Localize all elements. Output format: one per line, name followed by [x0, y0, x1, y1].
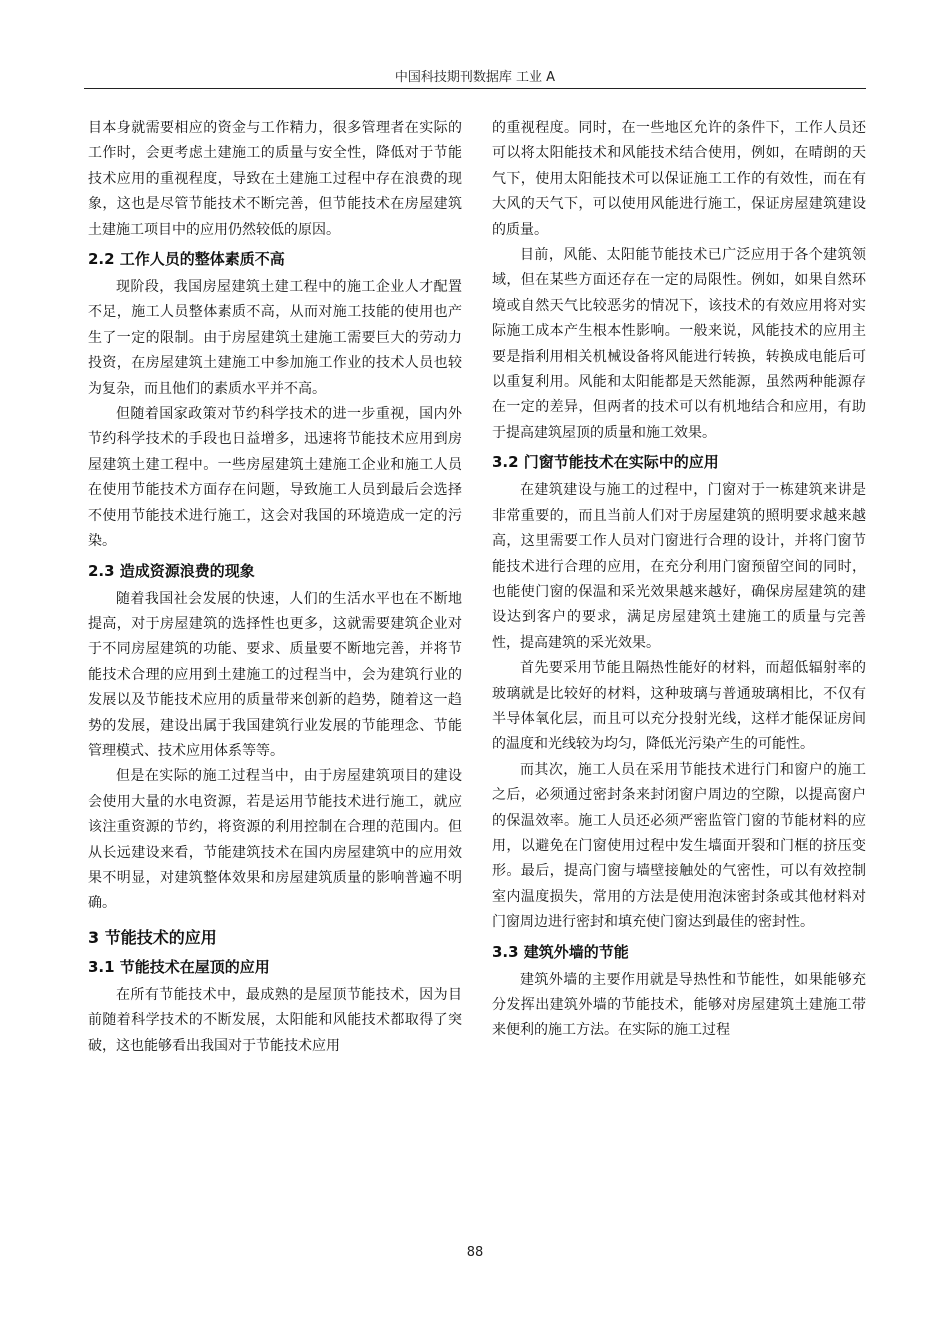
section-heading-2-3: 2.3 造成资源浪费的现象 — [88, 561, 255, 580]
section-heading-2-2: 2.2 工作人员的整体素质不高 — [88, 250, 285, 269]
header-rule — [84, 88, 866, 89]
running-header: 中国科技期刊数据库 工业 A — [394, 70, 556, 85]
section-heading-3-1: 3.1 节能技术在屋顶的应用 — [88, 957, 270, 976]
paragraph: 目前，风能、太阳能节能技术已广泛应用于各个建筑领域，但在某些方面还存在一定的局限性。例如，如果自然环境或自然天气比较恶劣的情况下，该技术的有效应用将对实际施工成本产生根本性影响。一般来说，风能技术的应用主要是指利用相关机械设备将风能进行转换，转换成电能后可以重复利用。风能和太阳能都是天然能源，虽然两种能源存在一定的差异，但两者的技术可以有机地结合和应用，有助于提高建筑屋顶的质量和施工效果。 — [492, 247, 866, 441]
paragraph: 目本身就需要相应的资金与工作精力，很多管理者在实际的工作时，会更考虑土建施工的质量与安全性，降低对于节能技术应用的重视程度，导致在土建施工过程中存在浪费的现象，这也是尽管节能技术不断完善，但节能技术在房屋建筑土建施工项目中的应用仍然较低的原因。 — [88, 120, 462, 238]
section-heading-3: 3 节能技术的应用 — [88, 927, 217, 947]
paragraph: 在所有节能技术中，最成熟的是屋顶节能技术，因为目前随着科学技术的不断发展，太阳能和风能技术都取得了突破，这也能够看出我国对于节能技术应用 — [88, 986, 462, 1054]
paragraph: 在建筑建设与施工的过程中，门窗对于一栋建筑来讲是非常重要的，而且当前人们对于房屋建筑的照明要求越来越高，这里需要工作人员对门窗进行合理的设计，并将门窗节能技术进行合理的应用，在充分利用门窗预留空间的同时，也能使门窗的保温和采光效果越来越好，确保房屋建筑的建设达到客户的要求，满足房屋建筑土建施工的质量与完善性，提高建筑的采光效果。 — [492, 482, 866, 651]
paragraph: 随着我国社会发展的快速，人们的生活水平也在不断地提高，对于房屋建筑的选择性也更多，这就需要建筑企业对于不同房屋建筑的功能、要求、质量要不断地完善，并将节能技术合理的应用到土建施工的过程当中，会为建筑行业的发展以及节能技术应用的质量带来创新的趋势，随着这一趋势的发展，建设出属于我国建筑行业发展的节能理念、节能管理模式、技术应用体系等等。 — [88, 590, 462, 759]
paragraph: 现阶段，我国房屋建筑土建工程中的施工企业人才配置不足，施工人员整体素质不高，从而对施工技能的使用也产生了一定的限制。由于房屋建筑土建施工需要巨大的劳动力投资，在房屋建筑土建施工中参加施工作业的技术人员也较为复杂，而且他们的素质水平并不高。 — [88, 279, 462, 397]
left-column — [88, 116, 462, 1059]
right-column — [492, 116, 866, 1044]
paragraph: 首先要采用节能且隔热性能好的材料，而超低辐射率的玻璃就是比较好的材料，这种玻璃与普通玻璃相比，不仅有半导体氧化层，而且可以充分投射光线，这样才能保证房间的温度和光线较为均匀，降低光污染产生的可能性。 — [492, 660, 866, 753]
paragraph: 建筑外墙的主要作用就是导热性和节能性，如果能够充分发挥出建筑外墙的节能技术，能够对房屋建筑土建施工带来便利的施工方法。在实际的施工过程 — [492, 971, 866, 1039]
section-heading-3-3: 3.3 建筑外墙的节能 — [492, 942, 629, 961]
paragraph: 而其次，施工人员在采用节能技术进行门和窗户的施工之后，必须通过密封条来封闭窗户周边的空隙，以提高窗户的保温效率。施工人员还必须严密监管门窗的节能材料的应用，以避免在门窗使用过程中发生墙面开裂和门框的挤压变形。最后，提高门窗与墙壁接触处的气密性，可以有效控制室内温度损失，常用的方法是使用泡沫密封条或其他材料对门窗周边进行密封和填充使门窗达到最佳的密封性。 — [492, 761, 866, 931]
section-heading-3-2: 3.2 门窗节能技术在实际中的应用 — [492, 453, 719, 472]
page-number: 88 — [466, 1245, 484, 1260]
paragraph: 的重视程度。同时，在一些地区允许的条件下，工作人员还可以将太阳能技术和风能技术结合使用，例如，在晴朗的天气下，使用太阳能技术可以保证施工工作的有效性，而在有大风的天气下，可以使用风能进行施工，保证房屋建筑建设的质量。 — [492, 120, 866, 238]
paragraph: 但是在实际的施工过程当中，由于房屋建筑项目的建设会使用大量的水电资源，若是运用节能技术进行施工，就应该注重资源的节约，将资源的利用控制在合理的范围内。但从长远建设来看，节能建筑技术在国内房屋建筑中的应用效果不明显，对建筑整体效果和房屋建筑质量的影响普遍不明确。 — [88, 768, 462, 912]
paragraph: 但随着国家政策对节约科学技术的进一步重视，国内外节约科学技术的手段也日益增多，迅速将节能技术应用到房屋建筑土建工程中。一些房屋建筑土建施工企业和施工人员在使用节能技术方面存在问题，导致施工人员到最后会选择不使用节能技术进行施工，这会对我国的环境造成一定的污染。 — [88, 406, 462, 550]
